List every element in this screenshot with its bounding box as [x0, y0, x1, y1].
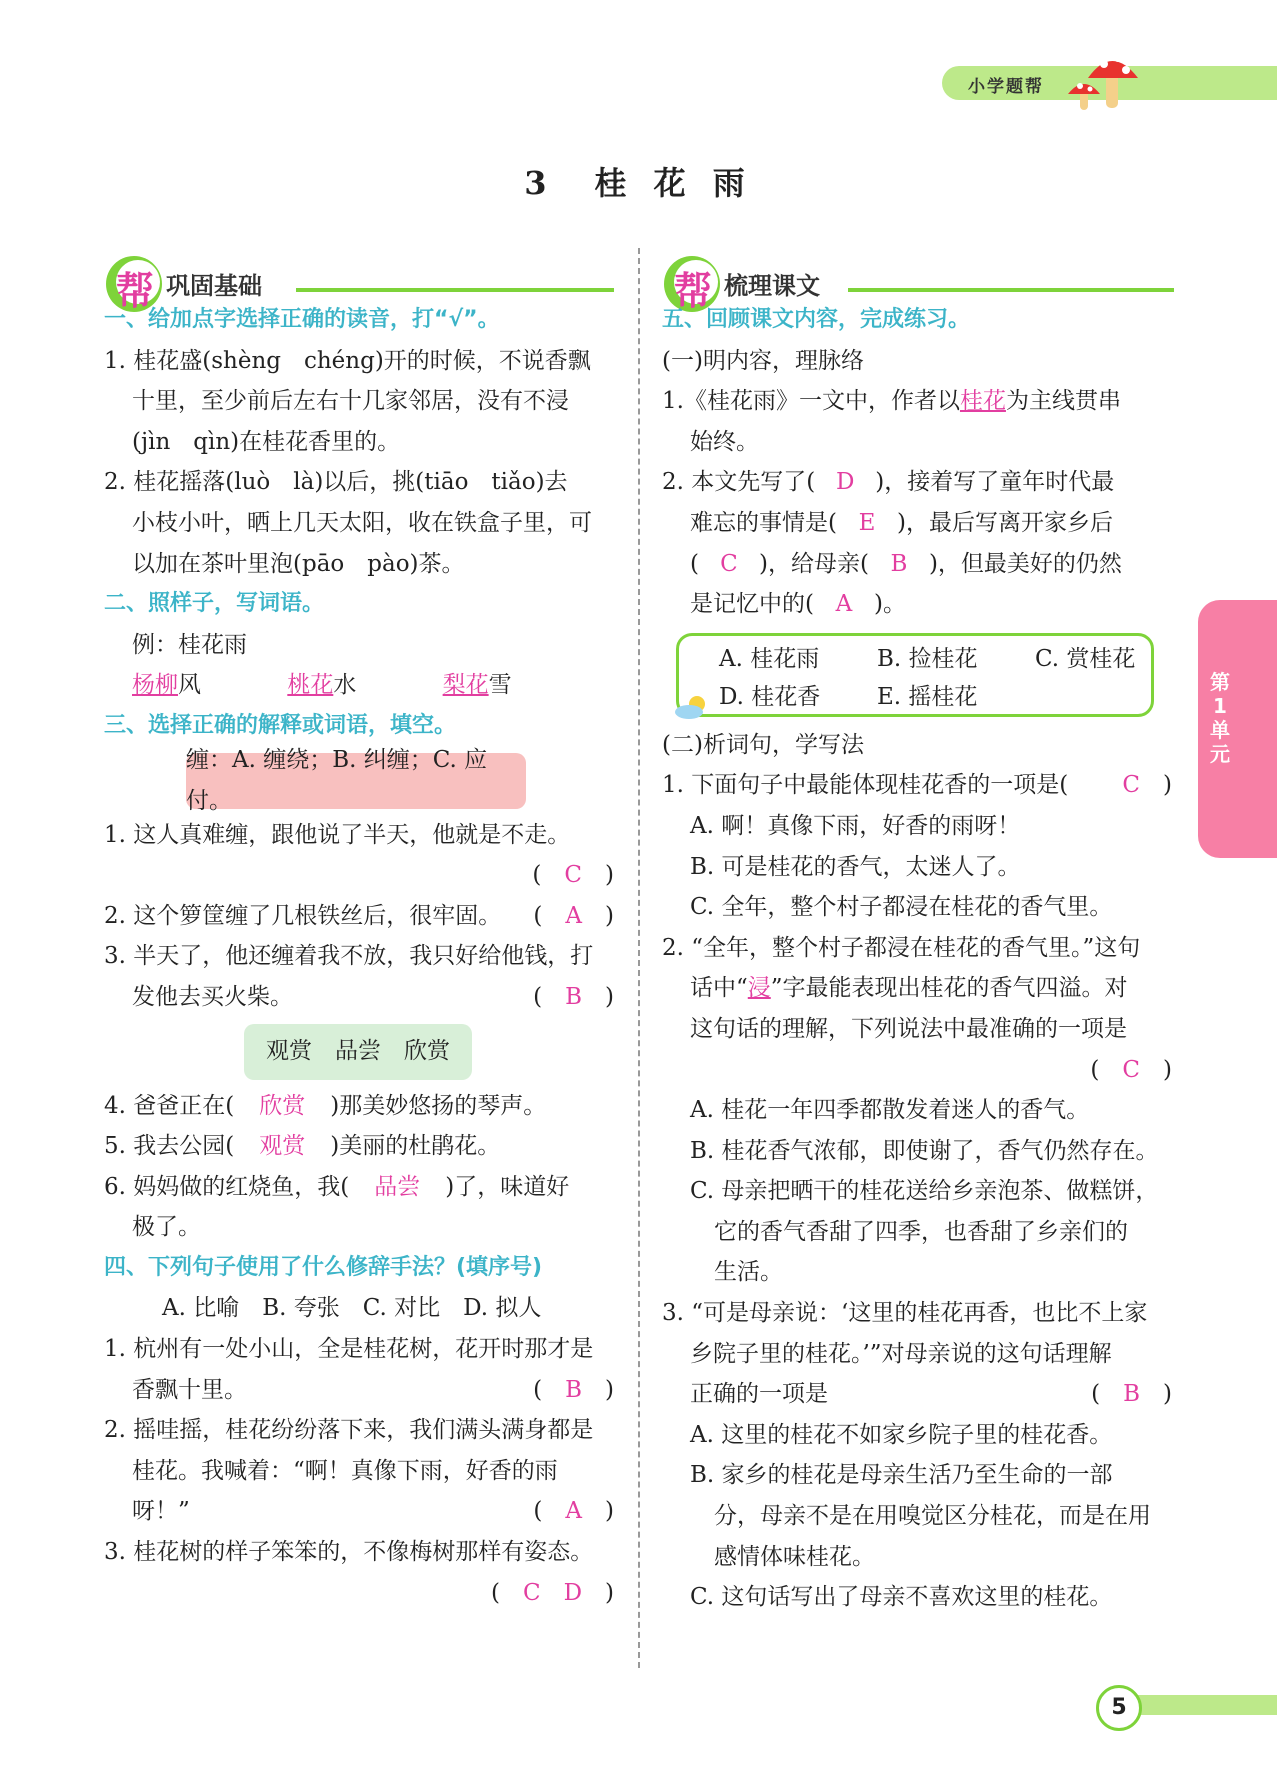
q4-item-text: 香飘十里。: [132, 1376, 247, 1403]
q5-item: 1. 下面句子中最能体现桂花香的一项是( C ): [662, 772, 1172, 799]
answer: C D: [522, 1579, 583, 1606]
q5-item: [662, 968, 1172, 1009]
answer: B: [565, 1376, 583, 1403]
section-line: [296, 288, 614, 292]
q5-item-text: 正确的一项是: [690, 1381, 828, 1408]
answer: C: [1122, 1056, 1141, 1083]
q5-heading: 五、回顾课文内容，完成练习。: [662, 307, 971, 332]
q3-answer: ( C ): [532, 862, 614, 889]
q5-answer: ( C ): [1090, 1056, 1172, 1083]
q5-item: [662, 381, 1172, 422]
answer: A: [565, 1498, 583, 1525]
q5-item-text: 1.《桂花雨》一文中，作者以: [662, 388, 960, 415]
q3-item-text: 2. 这个箩筐缠了几根铁丝后，很牢固。: [104, 902, 502, 929]
section-label: 梳理课文: [724, 272, 820, 300]
q3-item: 发他去买火柴。 ( B ): [132, 983, 614, 1010]
column-divider: [638, 248, 640, 1668]
option: C. 赏桂花: [1035, 645, 1136, 672]
q5-option: A. 桂花一年四季都散发着迷人的香气。: [690, 1097, 1090, 1124]
answer: 桃花: [287, 672, 334, 699]
q4-item: 2. 摇哇摇，桂花纷纷落下来，我们满头满身都是: [104, 1417, 594, 1444]
subheading: (一)明内容，理脉络: [662, 347, 864, 374]
q3-item-text: 5. 我去公园(: [104, 1133, 235, 1160]
q4-item: 3. 桂花树的样子笨笨的，不像梅树那样有姿态。: [104, 1539, 594, 1566]
q5-option: C. 母亲把晒干的桂花送给乡亲泡茶、做糕饼，: [690, 1178, 1159, 1205]
q3-item: [104, 1086, 614, 1127]
q5-item-text: 为主线贯串: [1005, 388, 1121, 415]
q3-item-text: 4. 爸爸正在(: [104, 1092, 235, 1119]
q5-option: 感情体味桂花。: [714, 1543, 875, 1570]
q5-item-text: 2. 本文先写了(: [662, 469, 816, 496]
q3-item: [104, 1167, 614, 1208]
q4-item: 香飘十里。 ( B ): [132, 1376, 614, 1403]
answer: B: [565, 983, 583, 1010]
q5-item-text: ”字最能表现出桂花的香气四溢。对: [770, 975, 1128, 1002]
section-label: 巩固基础: [166, 272, 262, 300]
q5-item: 3. “可是母亲说：‘这里的桂花再香，也比不上家: [662, 1300, 1148, 1327]
q3-item-text: )那美妙悠扬的琴声。: [330, 1092, 547, 1119]
q4-item: 呀！” ( A ): [132, 1498, 614, 1525]
q2-answers: [104, 665, 614, 706]
section-char: 帮: [674, 269, 713, 313]
answer: A: [565, 902, 583, 929]
q5-item: 始终。: [690, 428, 759, 455]
brand-text: 小学题帮: [968, 77, 1044, 97]
q5-item: [662, 503, 1172, 544]
option: A. 桂花雨: [719, 645, 820, 672]
q5-item: [662, 544, 1172, 585]
answer: B: [1123, 1381, 1141, 1408]
mushroom-icon: [1060, 44, 1150, 114]
word-suffix: 雪: [488, 672, 512, 699]
answer: 浸: [747, 975, 771, 1002]
q3-item-text: )了，味道好: [445, 1173, 570, 1200]
q5-item-text: 1. 下面句子中最能体现桂花香的一项是(: [662, 772, 1069, 799]
q5-option: C. 全年，整个村子都浸在桂花的香气里。: [690, 894, 1113, 921]
q5-item: [662, 584, 1172, 625]
answer: B: [890, 550, 908, 577]
q2-example: 例：桂花雨: [132, 631, 247, 658]
word-bank-box: 观赏 品尝 欣赏: [244, 1024, 472, 1080]
definition-box: 缠：A. 缠绕；B. 纠缠；C. 应付。: [186, 753, 526, 809]
q4-answer: ( C D ): [490, 1579, 614, 1606]
unit-label: 第1单元: [1210, 670, 1230, 766]
option: B. 捡桂花: [877, 645, 978, 672]
page-number: 5: [1096, 1685, 1142, 1731]
q5-item: 乡院子里的桂花。’”对母亲说的这句话理解: [690, 1340, 1112, 1367]
section-char: 帮: [116, 269, 155, 313]
option: D. 桂花香: [719, 683, 821, 710]
q4-item: 桂花。我喊着：“啊！真像下雨，好香的雨: [132, 1457, 558, 1484]
answer: D: [836, 469, 855, 496]
q5-item-text: 话中“: [690, 975, 748, 1002]
sun-cloud-icon: [673, 692, 713, 720]
q4-options: A. 比喻 B. 夸张 C. 对比 D. 拟人: [162, 1295, 542, 1322]
q1-line: (jìn qìn)在桂花香里的。: [132, 428, 401, 455]
q3-item-text: 发他去买火柴。: [132, 983, 293, 1010]
answer: 欣赏: [259, 1092, 306, 1119]
q3-item: 3. 半天了，他还缠着我不放，我只好给他钱，打: [104, 943, 594, 970]
q5-option: A. 啊！真像下雨，好香的雨呀！: [690, 812, 1021, 839]
subheading: (二)析词句，学写法: [662, 731, 864, 758]
q5-option: 生活。: [714, 1259, 783, 1286]
word-suffix: 水: [333, 672, 357, 699]
q5-option: 分，母亲不是在用嗅觉区分桂花，而是在用: [714, 1503, 1151, 1530]
q5-option: A. 这里的桂花不如家乡院子里的桂花香。: [690, 1421, 1113, 1448]
q5-item-text: 是记忆中的(: [690, 591, 814, 618]
q3-item-text: 6. 妈妈做的红烧鱼，我(: [104, 1173, 350, 1200]
q5-option: B. 可是桂花的香气，太迷人了。: [690, 853, 1021, 880]
options-box: [676, 633, 1154, 717]
answer: C: [720, 550, 738, 577]
q5-item-text: (: [690, 550, 699, 577]
q5-option: B. 桂花香气浓郁，即使谢了，香气仍然存在。: [690, 1137, 1159, 1164]
q5-item-text: )，但最美好的仍然: [928, 550, 1122, 577]
q3-item: 极了。: [132, 1214, 201, 1241]
answer: E: [858, 509, 876, 536]
q4-heading: 四、下列句子使用了什么修辞手法？(填序号): [104, 1254, 543, 1280]
answer: 观赏: [259, 1133, 306, 1160]
q4-item: 1. 杭州有一处小山，全是桂花树，花开时那才是: [104, 1336, 594, 1363]
right-column: [662, 300, 1172, 1618]
answer: C: [564, 862, 583, 889]
answer: 杨柳: [132, 672, 178, 699]
q1-line: 十里，至少前后左右十几家邻居，没有不浸: [132, 388, 569, 415]
q1-line: 2. 桂花摇落(luò là)以后，挑(tiāo tiǎo)去: [104, 469, 568, 496]
answer: 品尝: [374, 1173, 421, 1200]
q5-option: 它的香气香甜了四季，也香甜了乡亲们的: [714, 1218, 1128, 1245]
q5-option: C. 这句话写出了母亲不喜欢这里的桂花。: [690, 1584, 1113, 1611]
q5-item-text: )。: [873, 591, 906, 618]
q4-item-text: 呀！”: [132, 1498, 190, 1525]
q3-item-text: )美丽的杜鹃花。: [330, 1133, 501, 1160]
q5-item: 这句话的理解，下列说法中最准确的一项是: [690, 1015, 1127, 1042]
q5-item-text: )，最后写离开家乡后: [896, 509, 1113, 536]
answer: 梨花: [442, 672, 489, 699]
q3-item: [104, 1126, 614, 1167]
option: E. 摇桂花: [877, 683, 978, 710]
word-suffix: 风: [178, 672, 201, 699]
q5-item-text: 难忘的事情是(: [690, 509, 837, 536]
q3-item: 1. 这人真难缠，跟他说了半天，他就是不走。: [104, 821, 571, 848]
page-title: 3 桂 花 雨: [524, 164, 753, 202]
left-column: [104, 300, 614, 1613]
q1-line: 以加在茶叶里泡(pāo pào)茶。: [132, 550, 465, 577]
answer: A: [835, 591, 853, 618]
q1-line: 1. 桂花盛(shèng chéng)开的时候，不说香飘: [104, 347, 591, 374]
q5-item: 2. “全年，整个村子都浸在桂花的香气里。”这句: [662, 934, 1141, 961]
q5-option: B. 家乡的桂花是母亲生活乃至生命的一部: [690, 1462, 1113, 1489]
q3-item: 2. 这个箩筐缠了几根铁丝后，很牢固。 ( A ): [104, 902, 614, 929]
q2-heading: 二、照样子，写词语。: [104, 591, 325, 617]
q5-item: [662, 462, 1172, 503]
q1-line: 小枝小叶，晒上几天太阳，收在铁盒子里，可: [132, 509, 592, 536]
q5-item-text: )，接着写了童年时代最: [875, 469, 1115, 496]
section-line: [848, 288, 1174, 292]
answer: C: [1122, 772, 1141, 799]
q1-heading: 一、给加点字选择正确的读音，打“√”。: [104, 307, 500, 332]
answer: 桂花: [959, 388, 1006, 415]
page-bar: [1130, 1695, 1277, 1715]
q3-heading: 三、选择正确的解释或词语，填空。: [104, 712, 457, 738]
q5-item-text: )，给母亲(: [758, 550, 869, 577]
q5-item: 正确的一项是 ( B ): [690, 1381, 1172, 1408]
